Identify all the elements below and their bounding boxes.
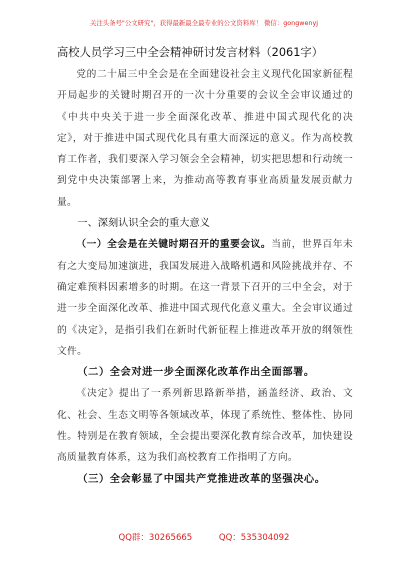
intro-paragraph: 党的二十届三中全会是在全面建设社会主义现代化国家新征程开局起步的关键时期召开的一次十分重要的会议全会审议通过的《中共中央关于进一步全面深化改革、推进中国式现代化的决定》，对于推进中国式现代化具有重大而深远的意义。作为高校教育工作者，我们要深入学习领会全会精神，切实把思想和行动统一到党中央决策部署上来，为推动高等教育事业高质量发展贡献力量。 (57, 69, 353, 208)
paragraph-body: 当前，世界百年未有之大变局加速演进，我国发展进入战略机遇和风险挑战并存、不确定难预料因素增多的时期。在这一背景下召开的三中全会，对于进一步全面深化改革、推进中国式现代化意义重大。全会审议通过的《决定》，是指引我们在新时代新征程上推进改革开放的纲领性文件。 (57, 239, 353, 357)
subheading-3: （三）全会彰显了中国共产党推进改革的坚强决心。 (77, 472, 326, 485)
subheading-2: （二）全会对进一步全面深化改革作出全面部署。 (77, 366, 315, 379)
section-heading-1: 一、深刻认识全会的重大意义 (77, 218, 210, 230)
qq-number: QQ：535304092 (218, 533, 290, 543)
document-title: 高校人员学习三中全会精神研讨发言材料（2061字） (57, 46, 323, 59)
promo-banner: 关注头条号"公文研究"，获得最新最全最专业的公文资料库！ 微信：gongwenyj (89, 19, 319, 27)
paragraph-lead: （一）全会是在关键时期召开的重要会议。 (76, 239, 272, 251)
qq-group: QQ群：30265665 (118, 533, 193, 543)
section1-paragraph-2: 《决定》提出了一系列新思路新举措，涵盖经济、政治、文化、社会、生态文明等各领域改革，体现了系统性、整体性、协同性。特别是在教育领域，全会提出要深化教育综合改革，加快建设高质量教育体系，这为我们高校教育工作指明了方向。 (57, 388, 353, 464)
footer-contact (0, 531, 408, 543)
document-page (57, 44, 353, 490)
section1-paragraph-1 (57, 234, 353, 362)
